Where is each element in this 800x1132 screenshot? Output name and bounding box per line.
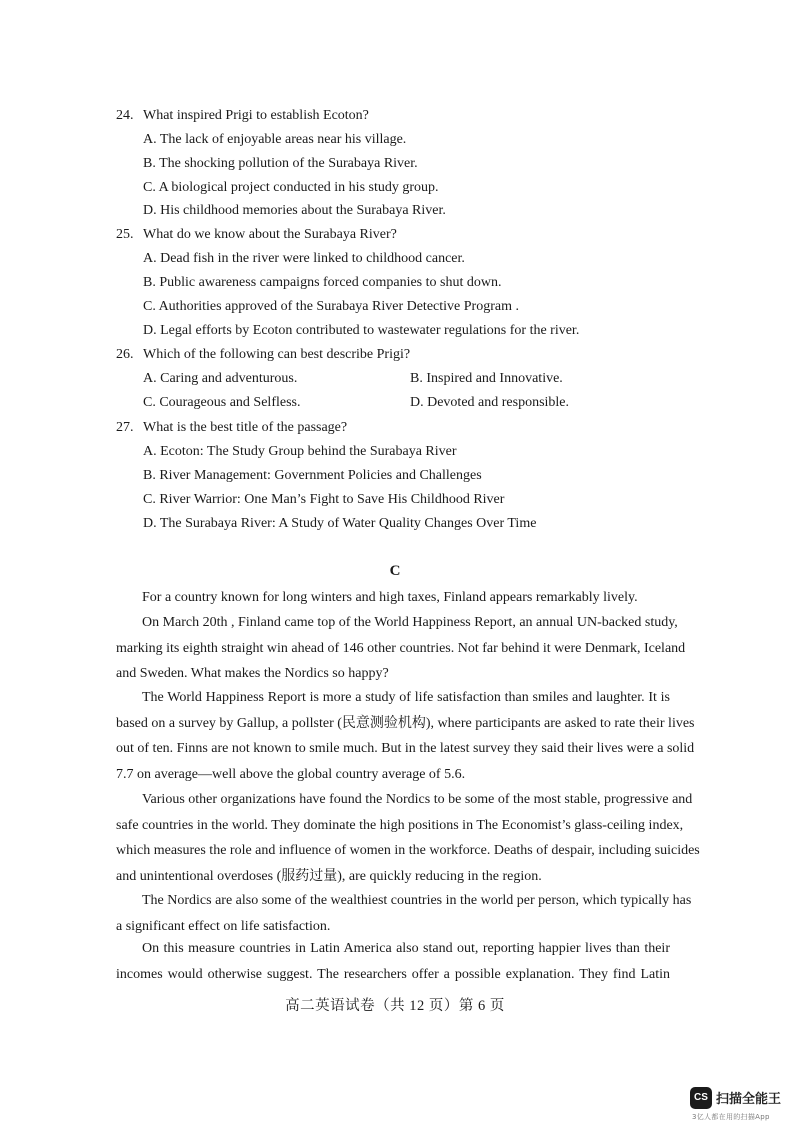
passage-line: marking its eighth straight win ahead of 146 other countries. Not far behind it were Denmark, Iceland [116, 640, 686, 656]
passage-line: and Sweden. What makes the Nordics so happy? [116, 666, 389, 681]
question-number: 27. [116, 420, 134, 435]
option-24-d: D. His childhood memories about the Surabaya River. [143, 203, 446, 218]
passage-line: On March 20th , Finland came top of the World Happiness Report, an annual UN-backed study, [142, 615, 678, 630]
passage-line: For a country known for long winters and high taxes, Finland appears remarkably lively. [142, 590, 638, 605]
option-27-b: B. River Management: Government Policies and Challenges [143, 468, 482, 483]
question-stem: Which of the following can best describe Prigi? [143, 347, 411, 362]
passage-line: a significant effect on life satisfaction. [116, 918, 331, 934]
section-heading: C [389, 563, 401, 579]
question-25 [116, 227, 397, 243]
question-stem: What inspired Prigi to establish Ecoton? [143, 108, 369, 123]
option-24-a: A. The lack of enjoyable areas near his village. [143, 132, 407, 147]
question-number: 24. [116, 108, 134, 123]
option-25-a: A. Dead fish in the river were linked to childhood cancer. [143, 251, 465, 266]
passage-line: based on a survey by Gallup, a pollster (民意测验机构), where participants are asked to rate their lives [116, 715, 695, 731]
question-number: 25. [116, 227, 134, 242]
passage-paragraph [116, 936, 670, 987]
question-number: 26. [116, 347, 134, 362]
passage-line: which measures the role and influence of women in the workforce. Deaths of despair, including suicides [116, 843, 700, 858]
passage-line: incomes would otherwise suggest. The researchers offer a possible explanation. They find Latin [116, 966, 670, 982]
passage-paragraph [116, 787, 700, 889]
option-26-d: D. Devoted and responsible. [410, 395, 570, 410]
camscanner-logo-icon: CS [690, 1087, 712, 1109]
passage-line: Various other organizations have found the Nordics to be some of the most stable, progressive and [142, 792, 693, 807]
camscanner-tagline: 3亿人都在用的扫描App [692, 1113, 770, 1121]
option-26-c: C. Courageous and Selfless. [143, 395, 301, 410]
passage-line: The World Happiness Report is more a study of life satisfaction than smiles and laughter. It is [142, 690, 670, 705]
passage-line: On this measure countries in Latin America also stand out, reporting happier lives than their [142, 941, 670, 956]
option-27-a: A. Ecoton: The Study Group behind the Surabaya River [143, 444, 457, 459]
passage-line: 7.7 on average—well above the global country average of 5.6. [116, 766, 466, 782]
option-25-c: C. Authorities approved of the Surabaya River Detective Program . [143, 299, 519, 314]
option-24-b: B. The shocking pollution of the Surabaya River. [143, 156, 418, 171]
option-26-a: A. Caring and adventurous. [143, 371, 298, 386]
question-27 [116, 420, 347, 436]
passage-line: and unintentional overdoses (服药过量), are quickly reducing in the region. [116, 868, 542, 884]
question-stem: What is the best title of the passage? [143, 420, 348, 435]
passage-line: out of ten. Finns are not known to smile much. But in the latest survey they said their lives were a solid [116, 741, 695, 756]
option-27-c: C. River Warrior: One Man’s Fight to Save His Childhood River [143, 492, 505, 507]
option-26-b: B. Inspired and Innovative. [410, 371, 563, 386]
passage-paragraph [116, 888, 692, 939]
passage-line: The Nordics are also some of the wealthiest countries in the world per person, which typically has [142, 893, 692, 908]
passage-paragraph [116, 685, 695, 787]
question-stem: What do we know about the Surabaya River? [143, 227, 397, 242]
camscanner-name: 扫描全能王 [716, 1092, 782, 1107]
question-26 [116, 347, 410, 363]
page-footer: 高二英语试卷（共 12 页）第 6 页 [285, 998, 505, 1014]
option-24-c: C. A biological project conducted in his study group. [143, 180, 439, 195]
passage-line: safe countries in the world. They dominate the high positions in The Economist’s glass-ceiling index, [116, 817, 684, 833]
passage-paragraph [116, 585, 670, 611]
option-25-b: B. Public awareness campaigns forced companies to shut down. [143, 275, 502, 290]
question-24 [116, 108, 369, 124]
option-27-d: D. The Surabaya River: A Study of Water Quality Changes Over Time [143, 516, 537, 531]
option-25-d: D. Legal efforts by Ecoton contributed to wastewater regulations for the river. [143, 323, 580, 338]
passage-paragraph [116, 610, 686, 687]
